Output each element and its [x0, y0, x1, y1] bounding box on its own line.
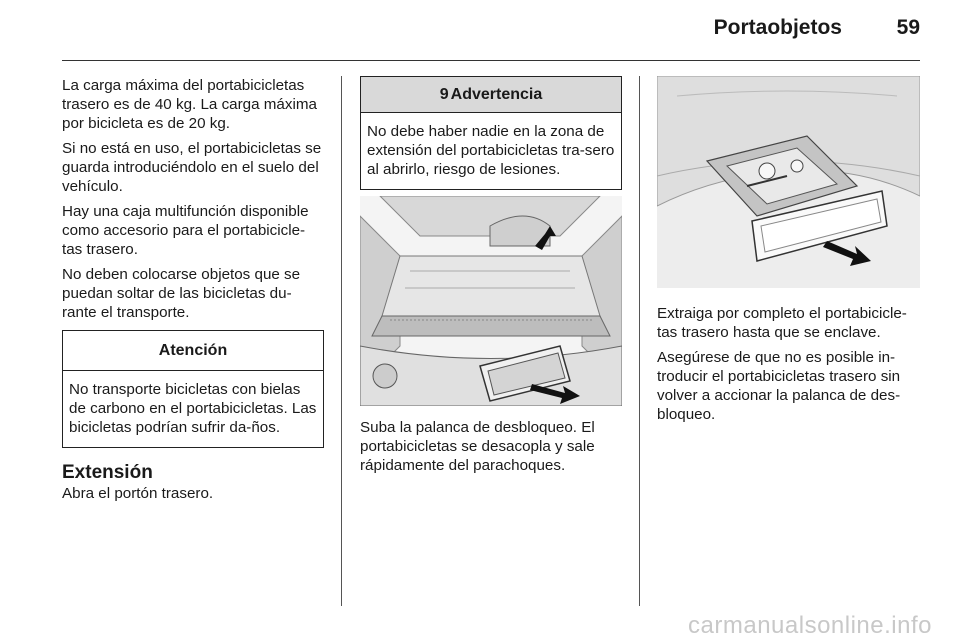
middle-column [360, 76, 622, 190]
watermark: carmanualsonline.info [688, 612, 932, 639]
column-divider-left [341, 76, 342, 606]
car-boot-illustration [360, 196, 622, 406]
caution-box [62, 330, 324, 448]
section-body: Abra el portón trasero. [62, 485, 214, 502]
page-title: Portaobjetos [713, 16, 842, 39]
section-title: Extensión [62, 462, 153, 483]
header-rule [62, 60, 920, 61]
paragraph: No deben colocarse objetos que se puedan soltar de las bicicletas du-rante el transporte. [62, 266, 301, 321]
caution-body: No transporte bicicletas con bielas de carbono en el portabicicletas. Las bicicletas podrían sufrir da-ños. [69, 381, 317, 436]
caution-heading: Atención [63, 331, 323, 371]
right-column [657, 304, 922, 430]
paragraph: Si no está en uso, el portabicicletas se guarda introduciéndolo en el suelo del vehículo. [62, 140, 322, 195]
paragraph: La carga máxima del portabicicletas trasero es de 40 kg. La carga máxima por bicicleta es de 20 kg. [62, 77, 317, 132]
middle-caption-block [360, 418, 622, 481]
figure-release-lever [360, 196, 622, 406]
page-number: 59 [896, 16, 920, 39]
figure-caption: Suba la palanca de desbloqueo. El portabicicletas se desacopla y sale rápidamente del parachoques. [360, 419, 595, 474]
paragraph: Hay una caja multifunción disponible como accesorio para el portabicicle-tas trasero. [62, 203, 309, 258]
paragraph: Extraiga por completo el portabicicle-tas trasero hasta que se enclave. [657, 305, 907, 341]
warning-triangle-icon: 9 [439, 86, 449, 103]
warning-box [360, 76, 622, 190]
left-column [62, 76, 324, 503]
figure-carrier-extended [657, 76, 920, 288]
paragraph: Asegúrese de que no es posible in-troducir el portabicicletas trasero sin volver a accionar la palanca de des-bloqueo. [657, 349, 901, 423]
column-divider-right [639, 76, 640, 606]
page-header [0, 0, 960, 60]
warning-heading [361, 77, 621, 113]
warning-heading-text: Advertencia [450, 86, 543, 103]
extension-section [62, 462, 324, 503]
warning-body: No debe haber nadie en la zona de extensión del portabicicletas tra-sero al abrirlo, riesgo de lesiones. [367, 123, 615, 178]
carrier-illustration [657, 76, 920, 288]
